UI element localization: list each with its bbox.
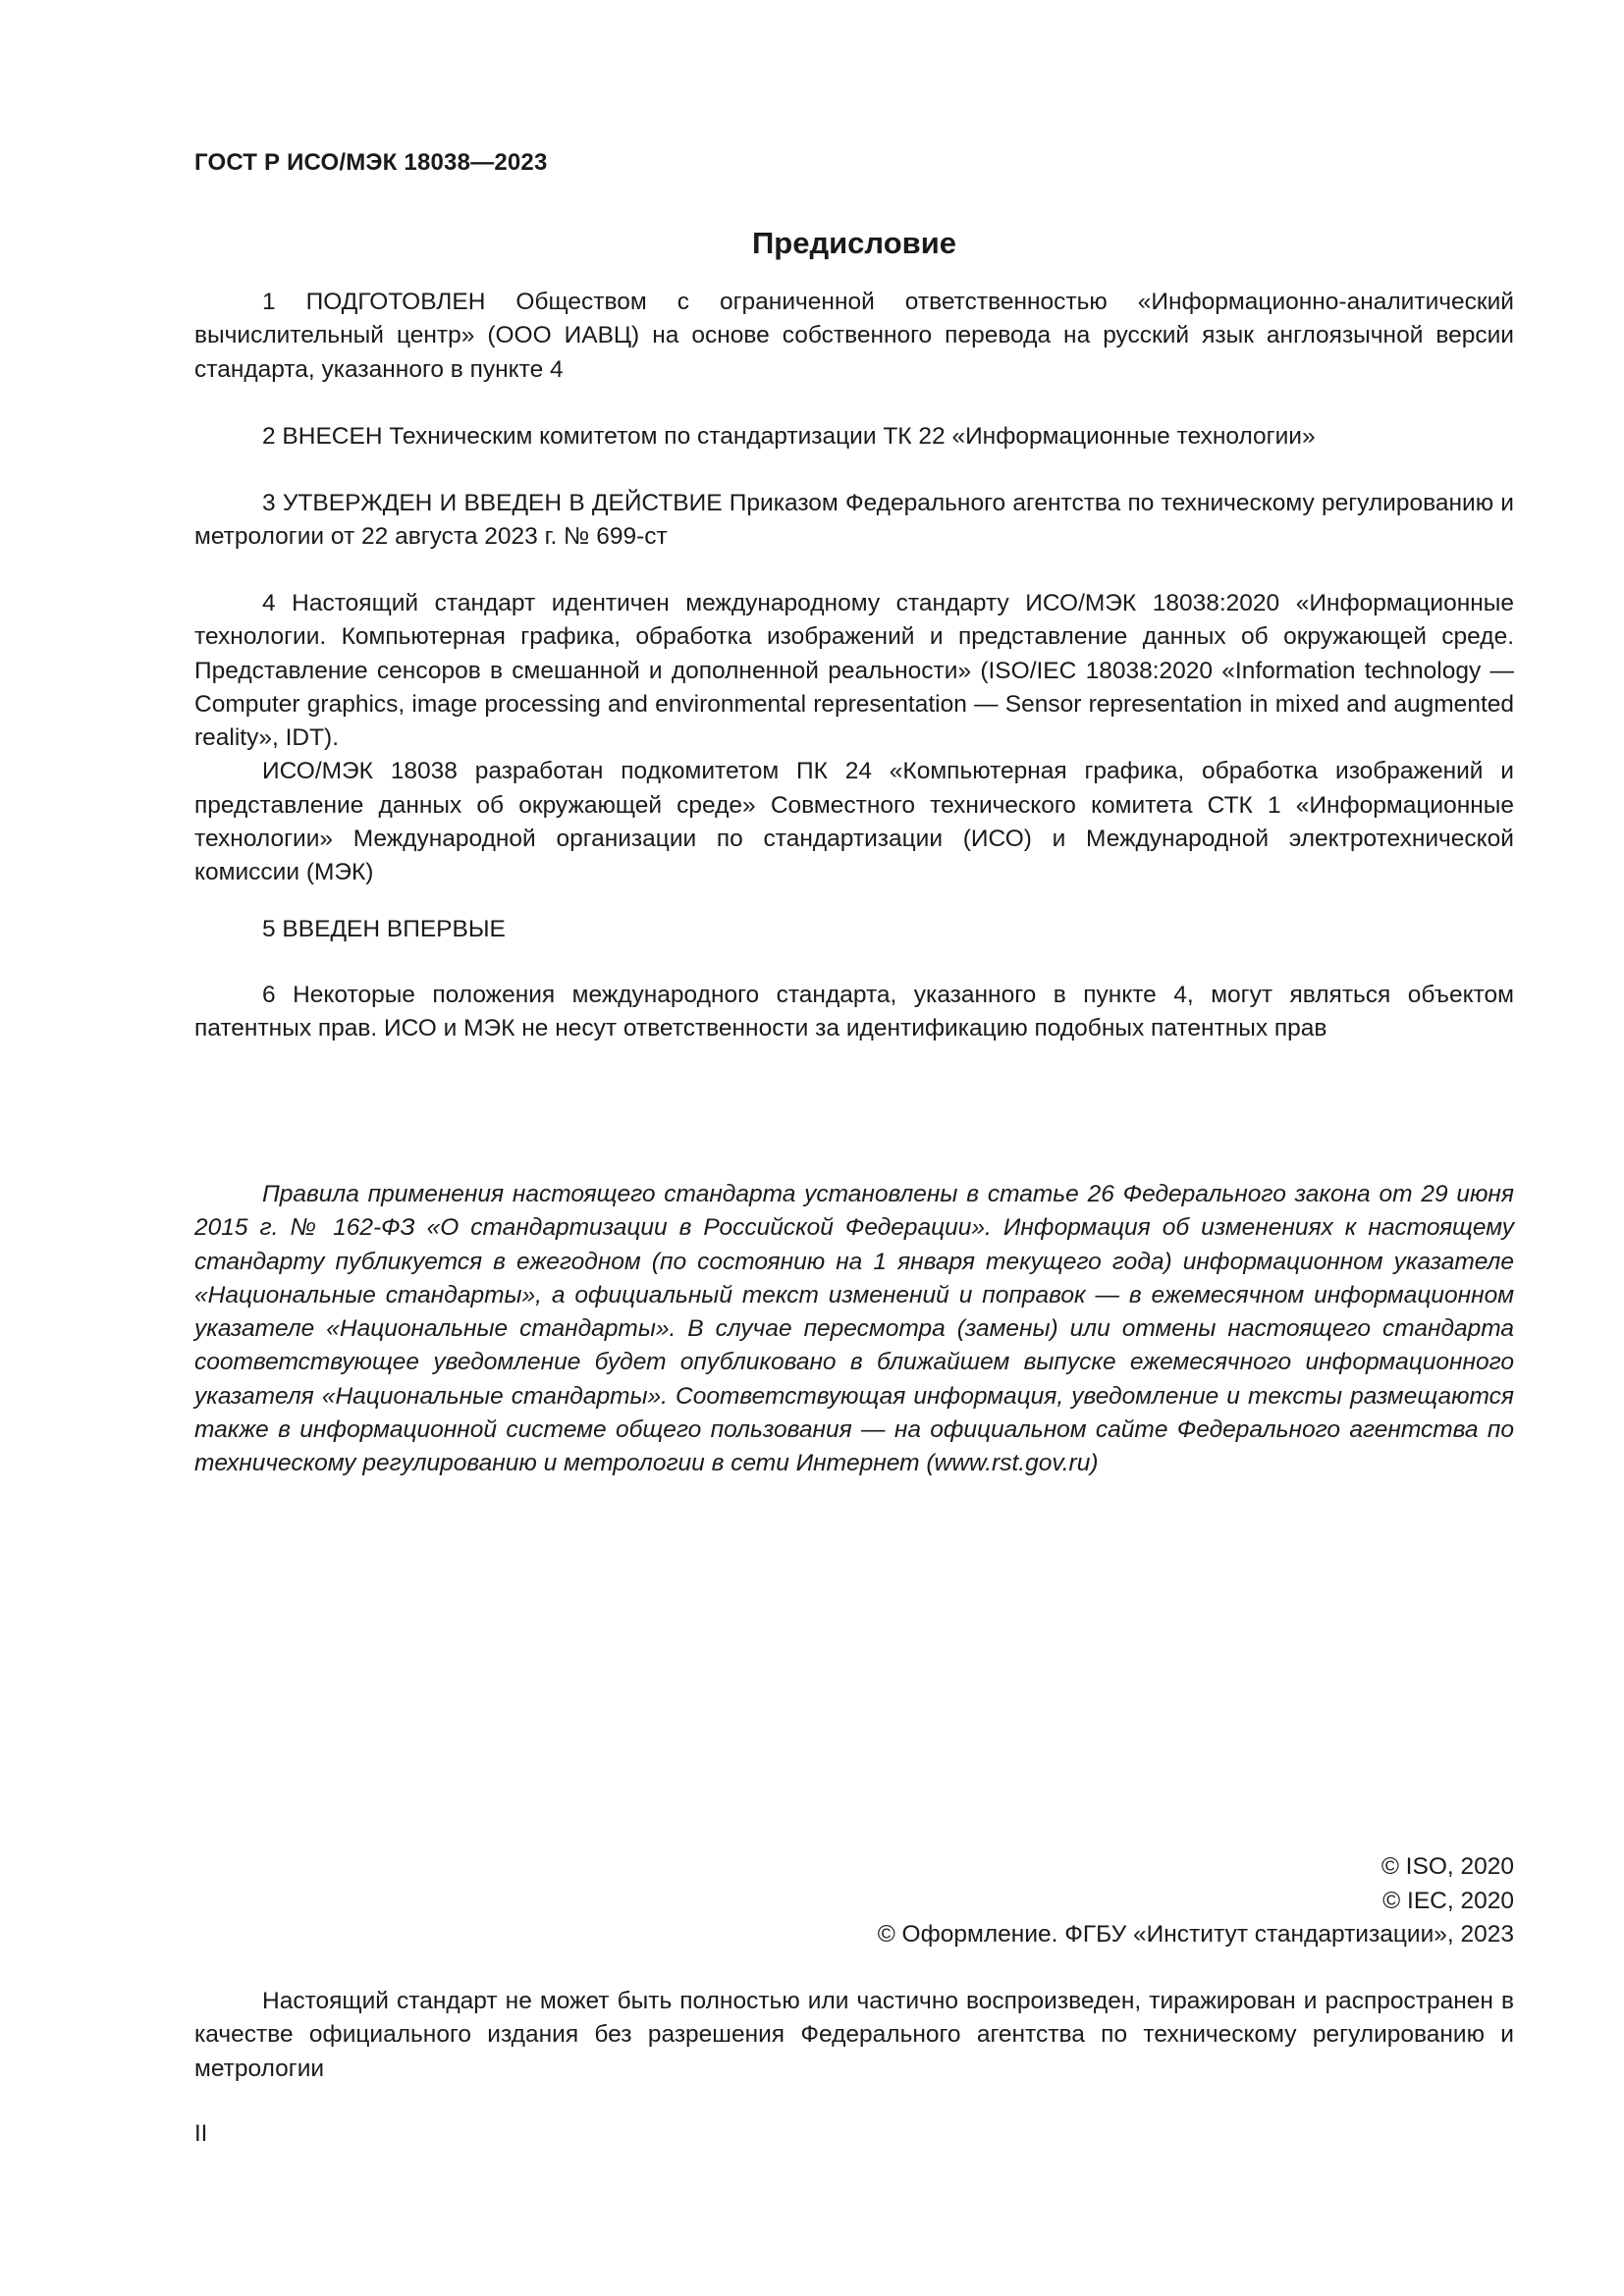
foreword-item-text: 4 Настоящий стандарт идентичен международному стандарту ИСО/МЭК 18038:2020 «Информационные технологии. Компьютерная графика, обработка изображений и представление данных об окружающей среде. Представление сенсоров в смешанной и дополненной реальности» (ISO/IEC 18038:2020 «Information technology — Computer graphics, image processing and environmental representation — Sensor representation in mixed and augmented reality», IDT). — [194, 590, 1514, 752]
application-rules-text: Правила применения настоящего стандарта установлены в статье 26 Федерального закона от 29 июня 2015 г. № 162-ФЗ «О стандартизации в Российской Федерации». Информация об изменениях к настоящему стандарту публикуется в ежегодном (по состоянию на 1 января текущего года) информационном указателе «Национальные стандарты», а официальный текст изменений и поправок — в ежемесячном информационном указателе «Национальные стандарты». В случае пересмотра (замены) или отмены настоящего стандарта соответствующее уведомление будет опубликовано в ближайшем выпуске ежемесячного информационного указателя «Национальные стандарты». Соответствующая информация, уведомление и тексты размещаются также в информационной системе общего пользования — на официальном сайте Федерального агентства по техническому регулированию и метрологии в сети Интернет (www.rst.gov.ru) — [194, 1181, 1514, 1477]
foreword-item-text: 3 УТВЕРЖДЕН И ВВЕДЕН В ДЕЙСТВИЕ Приказом Федерального агентства по техническому регулированию и метрологии от 22 августа 2023 г. № 699-ст — [194, 490, 1514, 551]
reproduction-notice-text: Настоящий стандарт не может быть полностью или частично воспроизведен, тиражирован и распространен в качестве официального издания без разрешения Федерального агентства по техническому регулированию и метрологии — [194, 1988, 1514, 2082]
application-rules-notice — [194, 1178, 1514, 1481]
copyright-block — [878, 1850, 1514, 1952]
foreword-item-text: 6 Некоторые положения международного стандарта, указанного в пункте 4, могут являться объектом патентных прав. ИСО и МЭК не несут ответственности за идентификацию подобных патентных прав — [194, 982, 1514, 1042]
foreword-title: Предисловие — [751, 226, 956, 260]
foreword-item-text: 2 ВНЕСЕН Техническим комитетом по стандартизации ТК 22 «Информационные технологии» — [262, 423, 1316, 450]
foreword-item-3 — [194, 487, 1514, 555]
foreword-item-text: 5 ВВЕДЕН ВПЕРВЫЕ — [262, 916, 506, 942]
foreword-item-4-note: ИСО/МЭК 18038 разработан подкомитетом ПК 24 «Компьютерная графика, обработка изображений и представление данных об окружающей среде» Совместного технического комитета СТК 1 «Информационные технологии» Международной организации по стандартизации (ИСО) и Международной электротехнической комиссии (МЭК) — [194, 758, 1514, 886]
foreword-item-1 — [194, 286, 1514, 387]
copyright-iec: © IEC, 2020 — [1382, 1887, 1514, 1914]
copyright-design: © Оформление. ФГБУ «Институт стандартизации», 2023 — [877, 1921, 1514, 1948]
foreword-item-text: 1 ПОДГОТОВЛЕН Обществом с ограниченной ответственностью «Информационно-аналитический вычислительный центр» (ООО ИАВЦ) на основе собственного перевода на русский язык англоязычной версии стандарта, указанного в пункте 4 — [194, 289, 1514, 383]
copyright-iso: © ISO, 2020 — [1380, 1853, 1514, 1880]
reproduction-notice — [194, 1985, 1514, 2086]
page-number: II — [194, 2120, 208, 2147]
foreword-item-5 — [194, 913, 1514, 946]
foreword-item-6 — [194, 979, 1514, 1046]
standard-code-header: ГОСТ Р ИСО/МЭК 18038—2023 — [194, 149, 548, 176]
foreword-item-2 — [194, 420, 1514, 454]
foreword-item-4 — [194, 587, 1514, 890]
